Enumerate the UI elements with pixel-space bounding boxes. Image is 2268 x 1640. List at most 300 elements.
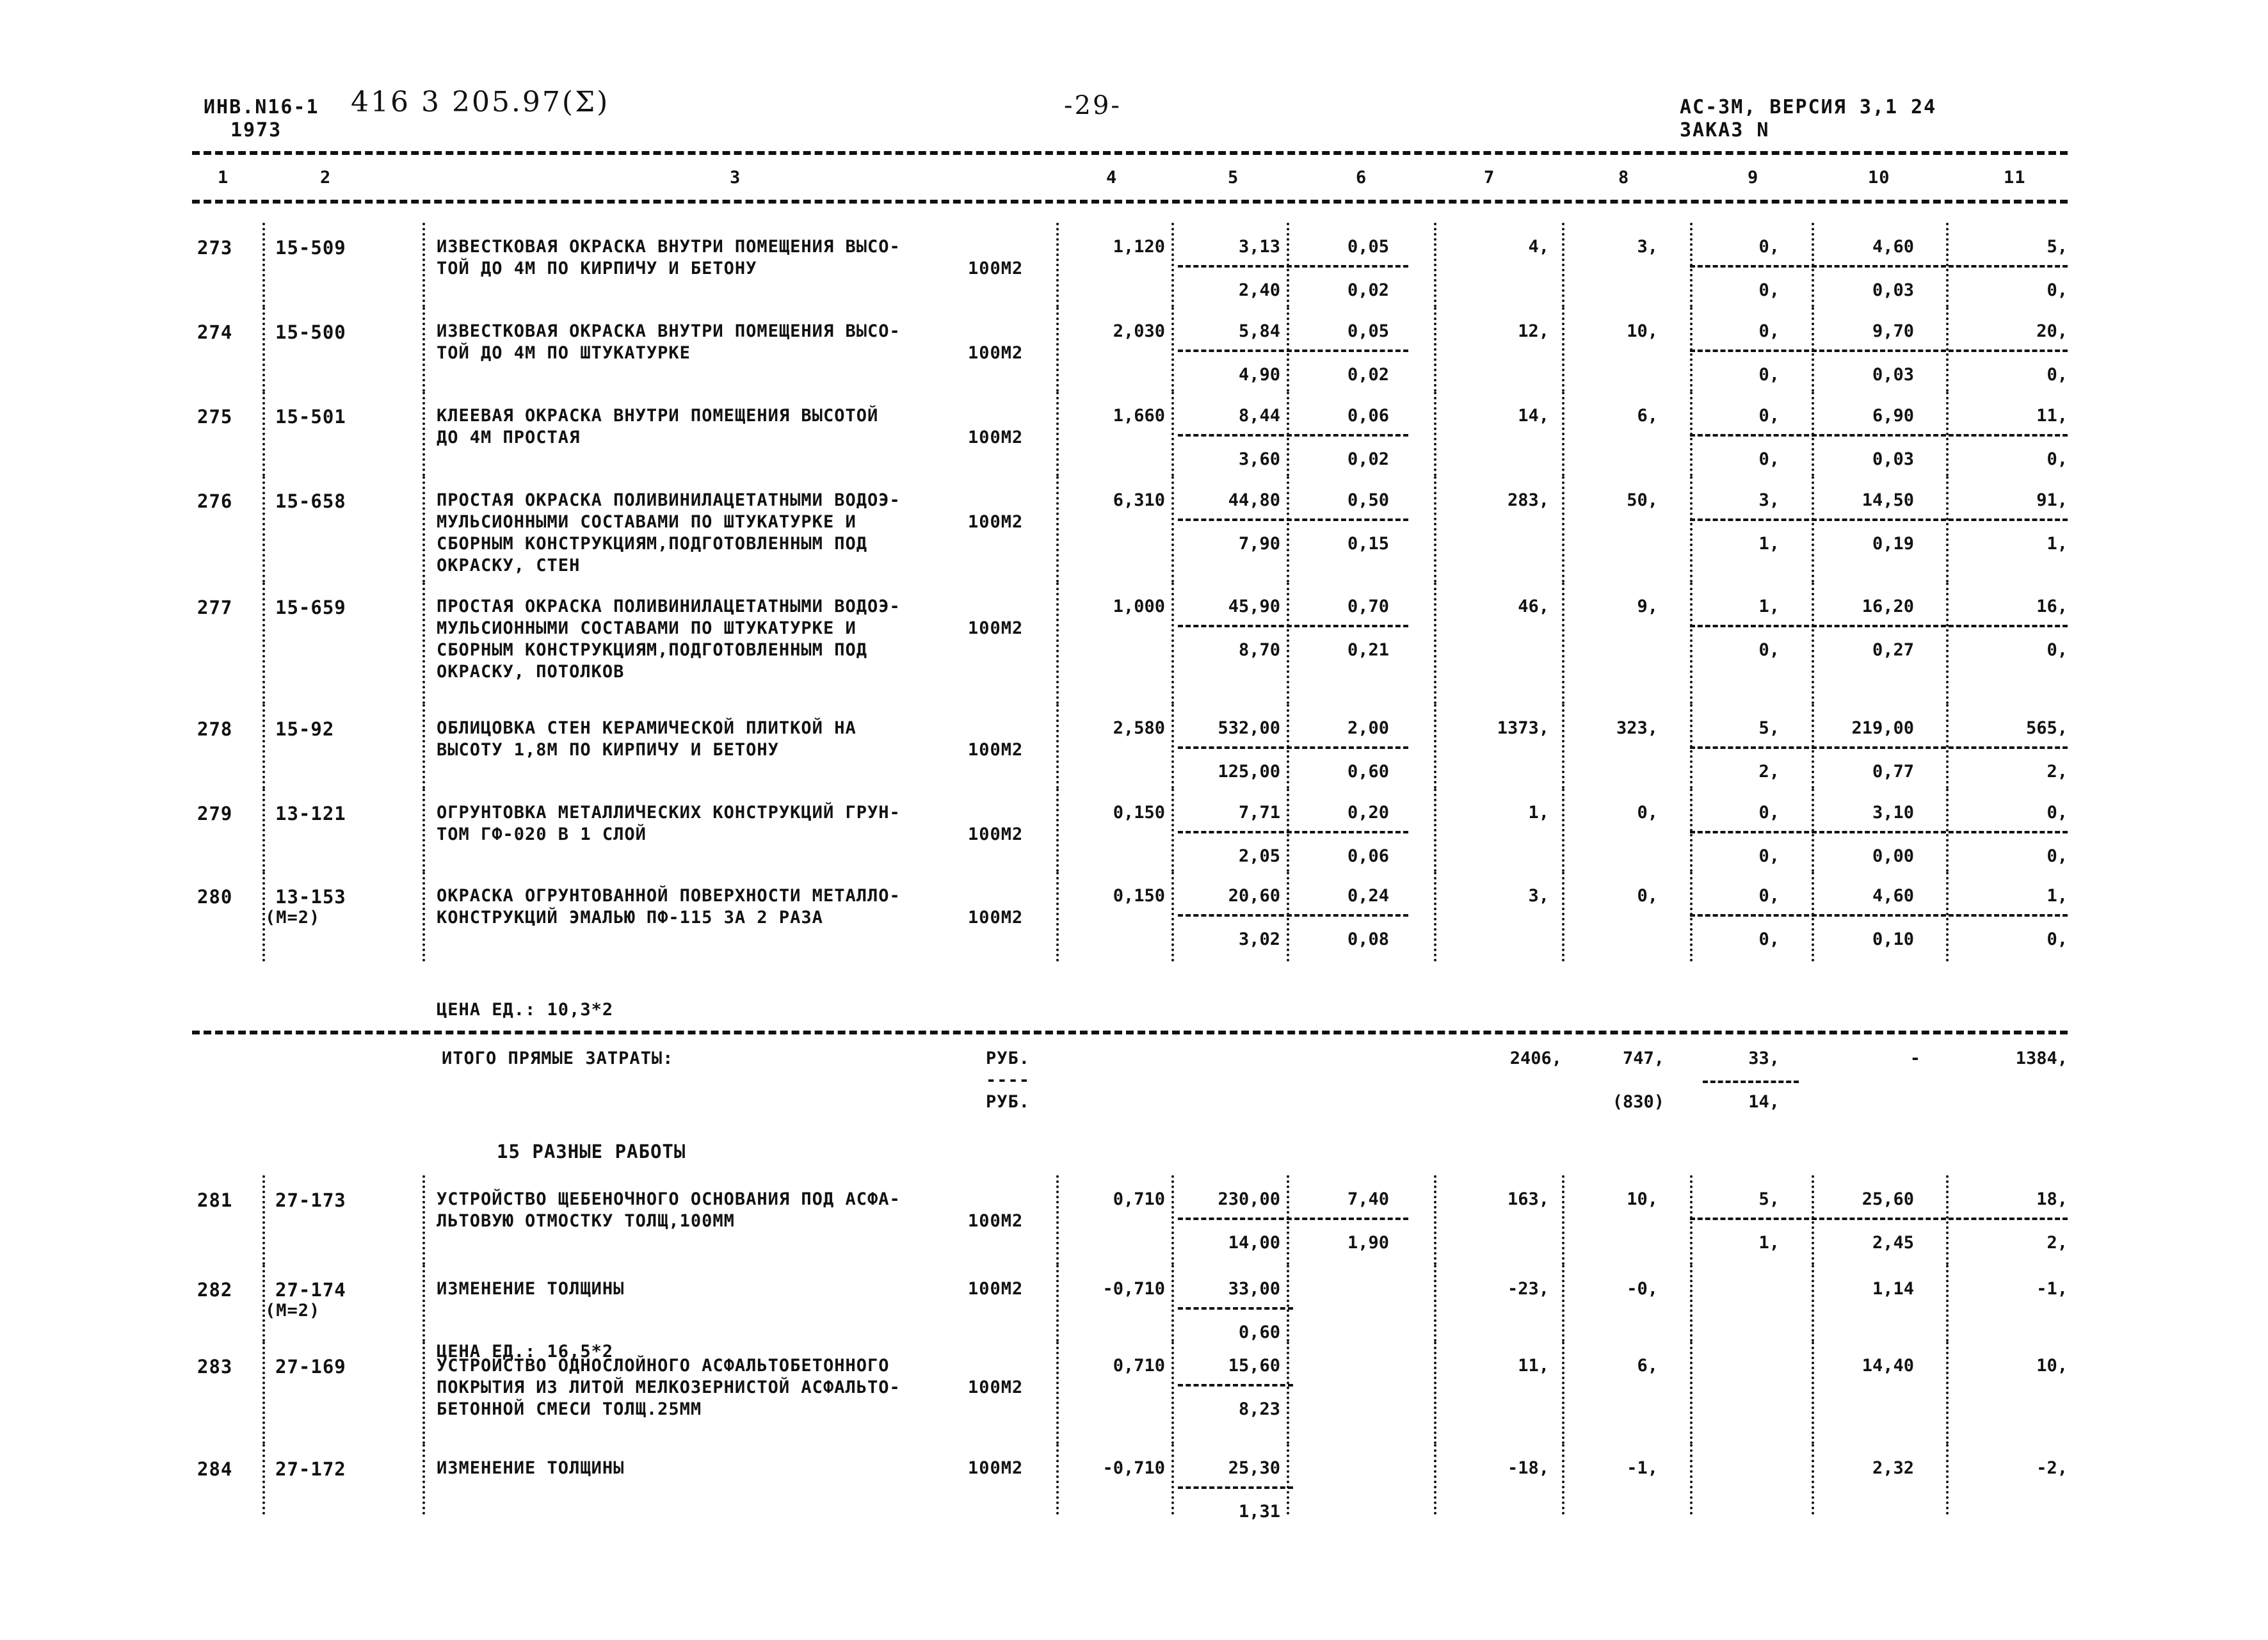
col7-value: 14, <box>1518 406 1549 426</box>
column-separator <box>422 476 428 583</box>
col7-value: 4, <box>1528 237 1549 257</box>
col9-value: 3, <box>1758 490 1780 510</box>
row-unit: 100М2 <box>968 259 1024 278</box>
col9-value: 0, <box>1758 886 1780 906</box>
col4-value: 2,580 <box>1113 718 1165 738</box>
row-code: 27-169 <box>275 1356 346 1378</box>
column-header-cell: 11 <box>2004 168 2026 188</box>
row-description-line: ИЗМЕНЕНИЕ ТОЛЩИНЫ <box>437 1458 625 1478</box>
row-unit: 100М2 <box>968 512 1024 532</box>
column-header-cell: 7 <box>1484 168 1495 188</box>
row-number: 276 <box>197 490 233 512</box>
col5-value: 33,00 <box>1228 1279 1280 1299</box>
col9-sub-value: 0, <box>1758 929 1780 949</box>
total-unit-2: РУБ. <box>986 1092 1031 1112</box>
order-label: ЗАКАЗ N <box>1680 119 1770 141</box>
column-separator <box>1056 307 1061 392</box>
column-separator <box>1690 1444 1695 1515</box>
col5-value: 15,60 <box>1228 1356 1280 1376</box>
row-code: 27-172 <box>275 1458 346 1480</box>
col5-sub-value: 7,90 <box>1238 534 1280 554</box>
row-code: 13-121 <box>275 803 346 824</box>
col7-value: -18, <box>1507 1458 1549 1478</box>
column-separator <box>422 307 428 392</box>
col4-value: 0,710 <box>1113 1189 1165 1209</box>
row-description-line: СБОРНЫМ КОНСТРУКЦИЯМ,ПОДГОТОВЛЕННЫМ ПОД <box>437 534 867 554</box>
col10-sub-value: 0,03 <box>1872 365 1914 385</box>
row-number: 283 <box>197 1356 233 1378</box>
column-separator <box>1946 1265 1951 1342</box>
col10-sub-value: 0,03 <box>1872 280 1914 300</box>
row-description-line: ТОМ ГФ-020 В 1 СЛОЙ <box>437 824 647 844</box>
col5-value: 8,44 <box>1238 406 1280 426</box>
row-code: 15-509 <box>275 237 346 259</box>
row-unit: 100М2 <box>968 1279 1024 1299</box>
column-separator <box>422 1444 428 1515</box>
column-separator <box>1562 1175 1567 1265</box>
col6-value: 0,20 <box>1347 803 1389 823</box>
row-unit: 100М2 <box>968 908 1024 928</box>
column-separator <box>1690 1342 1695 1444</box>
col10-value: 16,20 <box>1862 597 1914 616</box>
col6-value: 7,40 <box>1347 1189 1389 1209</box>
column-separator <box>1434 1175 1439 1265</box>
col5-sub-value: 1,31 <box>1238 1502 1280 1522</box>
col7-value: 1373, <box>1497 718 1549 738</box>
col8-value: -0, <box>1627 1279 1658 1299</box>
col6-sub-value: 0,02 <box>1347 280 1389 300</box>
col8-value: 9, <box>1637 597 1658 616</box>
col7-value: 1, <box>1528 803 1549 823</box>
price-note-2: ЦЕНА ЕД.: 16,5*2 <box>437 1342 614 1362</box>
col5-sub-value: 125,00 <box>1218 762 1280 782</box>
column-separator <box>1812 1265 1817 1342</box>
col6-value: 2,00 <box>1347 718 1389 738</box>
column-separator <box>1946 1444 1951 1515</box>
col6-sub-value: 0,08 <box>1347 929 1389 949</box>
column-separator <box>422 392 428 476</box>
col10-sub-value: 0,77 <box>1872 762 1914 782</box>
row-description-line: ВЫСОТУ 1,8М ПО КИРПИЧУ И БЕТОНУ <box>437 740 779 760</box>
col10-sub-value: 0,03 <box>1872 449 1914 469</box>
column-separator <box>1287 1342 1292 1444</box>
col10-value: 2,32 <box>1872 1458 1914 1478</box>
row-number: 282 <box>197 1279 233 1301</box>
col10-sub-value: 0,27 <box>1872 640 1914 660</box>
col5-sub-value: 14,00 <box>1228 1233 1280 1253</box>
row-description-line: ИЗМЕНЕНИЕ ТОЛЩИНЫ <box>437 1279 625 1299</box>
column-separator <box>1562 1265 1567 1342</box>
col5-sub-value: 2,05 <box>1238 846 1280 866</box>
col10-sub-value: 0,10 <box>1872 929 1914 949</box>
col5-sub-value: 2,40 <box>1238 280 1280 300</box>
col11-value: 16, <box>2036 597 2068 616</box>
col8-value: 10, <box>1627 321 1658 341</box>
handwritten-note: 416 3 205.97(Σ) <box>351 86 610 118</box>
row-code-2: (М=2) <box>265 1301 321 1321</box>
col6-sub-value: 1,90 <box>1347 1233 1389 1253</box>
col11-sub-value: 0, <box>2047 640 2068 660</box>
column-separator <box>1287 1265 1292 1342</box>
row-unit: 100М2 <box>968 740 1024 760</box>
row-description-line: СБОРНЫМ КОНСТРУКЦИЯМ,ПОДГОТОВЛЕННЫМ ПОД <box>437 640 867 660</box>
col9-value: 5, <box>1758 718 1780 738</box>
column-header-cell: 5 <box>1228 168 1239 188</box>
col11-sub-value: 2, <box>2047 762 2068 782</box>
sub-rule <box>1178 746 1408 749</box>
sub-rule <box>1178 434 1408 437</box>
column-separator <box>1056 1265 1061 1342</box>
row-description-line: ЛЬТОВУЮ ОТМОСТКУ ТОЛЩ,100ММ <box>437 1211 735 1231</box>
total-c9-rule <box>1703 1081 1799 1083</box>
col6-sub-value: 0,02 <box>1347 449 1389 469</box>
total-c10: - <box>1910 1049 1920 1068</box>
column-separator <box>422 872 428 961</box>
col6-value: 0,05 <box>1347 321 1389 341</box>
sub-rule <box>1690 350 2068 352</box>
col5-sub-value: 8,23 <box>1238 1399 1280 1419</box>
sub-rule <box>1178 265 1408 268</box>
column-separator <box>1434 392 1439 476</box>
column-separator <box>1287 1444 1292 1515</box>
col9-sub-value: 2, <box>1758 762 1780 782</box>
column-separator <box>422 1342 428 1444</box>
col6-value: 0,50 <box>1347 490 1389 510</box>
row-description-line: МУЛЬСИОННЫМИ СОСТАВАМИ ПО ШТУКАТУРКЕ И <box>437 512 857 532</box>
sub-rule <box>1690 434 2068 437</box>
col5-sub-value: 3,60 <box>1238 449 1280 469</box>
column-separator <box>1056 223 1061 307</box>
col5-value: 25,30 <box>1228 1458 1280 1478</box>
col11-value: 565, <box>2025 718 2068 738</box>
col9-value: 0, <box>1758 803 1780 823</box>
col11-value: 91, <box>2036 490 2068 510</box>
col11-sub-value: 1, <box>2047 534 2068 554</box>
col11-sub-value: 0, <box>2047 929 2068 949</box>
column-header-cell: 8 <box>1618 168 1630 188</box>
col8-value: 0, <box>1637 886 1658 906</box>
row-description-line: ПРОСТАЯ ОКРАСКА ПОЛИВИНИЛАЦЕТАТНЫМИ ВОДОЭ- <box>437 490 901 510</box>
sub-rule <box>1690 625 2068 627</box>
column-separator <box>1562 307 1567 392</box>
col8-value: 3, <box>1637 237 1658 257</box>
col11-value: 18, <box>2036 1189 2068 1209</box>
row-code: 13-153 <box>275 886 346 908</box>
col8-value: 6, <box>1637 406 1658 426</box>
col8-value: 6, <box>1637 1356 1658 1376</box>
col4-value: 6,310 <box>1113 490 1165 510</box>
column-separator <box>262 307 268 392</box>
col4-value: 1,660 <box>1113 406 1165 426</box>
column-separator <box>422 704 428 789</box>
col4-value: 0,150 <box>1113 886 1165 906</box>
row-description-line: ИЗВЕСТКОВАЯ ОКРАСКА ВНУТРИ ПОМЕЩЕНИЯ ВЫСО- <box>437 237 901 257</box>
row-unit: 100М2 <box>968 1458 1024 1478</box>
column-separator <box>1434 704 1439 789</box>
sub-rule <box>1690 746 2068 749</box>
col10-sub-value: 0,00 <box>1872 846 1914 866</box>
row-code: 27-173 <box>275 1189 346 1211</box>
col5-value: 44,80 <box>1228 490 1280 510</box>
column-separator <box>1562 392 1567 476</box>
row-code: 27-174 <box>275 1279 346 1301</box>
column-separator <box>1056 789 1061 872</box>
col10-value: 25,60 <box>1862 1189 1914 1209</box>
column-header-cell: 10 <box>1868 168 1890 188</box>
column-separator <box>1434 1444 1439 1515</box>
col6-sub-value: 0,21 <box>1347 640 1389 660</box>
column-separator <box>1562 1444 1567 1515</box>
column-header-cell: 4 <box>1106 168 1118 188</box>
col9-sub-value: 1, <box>1758 534 1780 554</box>
column-separator <box>262 1444 268 1515</box>
total-unit-dash: ---- <box>986 1070 1031 1090</box>
header-rule <box>192 200 2068 204</box>
sub-rule <box>1178 914 1408 917</box>
col10-value: 4,60 <box>1872 237 1914 257</box>
column-separator <box>262 704 268 789</box>
col5-value: 20,60 <box>1228 886 1280 906</box>
col4-value: -0,710 <box>1102 1458 1165 1478</box>
col6-sub-value: 0,02 <box>1347 365 1389 385</box>
col10-value: 9,70 <box>1872 321 1914 341</box>
sub-rule <box>1178 519 1408 521</box>
column-separator <box>1434 307 1439 392</box>
row-unit: 100М2 <box>968 343 1024 363</box>
sub-rule <box>1690 265 2068 268</box>
col5-value: 3,13 <box>1238 237 1280 257</box>
col9-sub-value: 0, <box>1758 449 1780 469</box>
col8-value: 50, <box>1627 490 1658 510</box>
col4-value: 1,120 <box>1113 237 1165 257</box>
col6-sub-value: 0,15 <box>1347 534 1389 554</box>
row-description-line: УСТРОЙСТВО ОДНОСЛОЙНОГО АСФАЛЬТОБЕТОННОГО <box>437 1356 890 1376</box>
col11-value: 0, <box>2047 803 2068 823</box>
column-separator <box>1562 872 1567 961</box>
col7-value: 283, <box>1507 490 1549 510</box>
total-c9: 33, <box>1748 1049 1780 1068</box>
col11-sub-value: 0, <box>2047 846 2068 866</box>
col7-value: 11, <box>1518 1356 1549 1376</box>
col8-value: 10, <box>1627 1189 1658 1209</box>
col10-sub-value: 2,45 <box>1872 1233 1914 1253</box>
col7-value: 12, <box>1518 321 1549 341</box>
col9-value: 0, <box>1758 406 1780 426</box>
row-number: 281 <box>197 1189 233 1211</box>
row-number: 278 <box>197 718 233 740</box>
column-separator <box>422 1175 428 1265</box>
col4-value: 0,710 <box>1113 1356 1165 1376</box>
row-code-2: (М=2) <box>265 908 321 928</box>
col6-value: 0,24 <box>1347 886 1389 906</box>
col7-value: -23, <box>1507 1279 1549 1299</box>
row-description-line: ТОЙ ДО 4М ПО ШТУКАТУРКЕ <box>437 343 691 363</box>
column-separator <box>1562 223 1567 307</box>
section-title: 15 РАЗНЫЕ РАБОТЫ <box>497 1141 686 1162</box>
column-header-cell: 1 <box>218 168 229 188</box>
col9-sub-value: 0, <box>1758 846 1780 866</box>
row-description-line: ОКРАСКУ, СТЕН <box>437 556 581 575</box>
row-description-line: ОГРУНТОВКА МЕТАЛЛИЧЕСКИХ КОНСТРУКЦИЙ ГРУН- <box>437 803 901 823</box>
col5-sub-value: 0,60 <box>1238 1322 1280 1342</box>
column-separator <box>262 1342 268 1444</box>
column-separator <box>262 392 268 476</box>
column-separator <box>1812 1444 1817 1515</box>
row-description-line: МУЛЬСИОННЫМИ СОСТАВАМИ ПО ШТУКАТУРКЕ И <box>437 618 857 638</box>
row-code: 15-501 <box>275 406 346 428</box>
column-separator <box>1434 223 1439 307</box>
col11-value: -2, <box>2036 1458 2068 1478</box>
col11-value: 5, <box>2047 237 2068 257</box>
sub-rule <box>1178 1218 1408 1220</box>
row-description-line: ОБЛИЦОВКА СТЕН КЕРАМИЧЕСКОЙ ПЛИТКОЙ НА <box>437 718 857 738</box>
column-header-cell: 3 <box>730 168 741 188</box>
column-separator <box>262 583 268 704</box>
row-unit: 100М2 <box>968 618 1024 638</box>
col10-value: 1,14 <box>1872 1279 1914 1299</box>
row-description-line: БЕТОННОЙ СМЕСИ ТОЛЩ.25ММ <box>437 1399 702 1419</box>
col10-value: 14,50 <box>1862 490 1914 510</box>
total-label: ИТОГО ПРЯМЫЕ ЗАТРАТЫ: <box>442 1049 674 1068</box>
column-header-cell: 9 <box>1748 168 1759 188</box>
column-separator <box>422 583 428 704</box>
column-separator <box>1056 872 1061 961</box>
page-number: -29- <box>1064 91 1122 120</box>
column-separator <box>1056 704 1061 789</box>
col10-value: 4,60 <box>1872 886 1914 906</box>
col6-sub-value: 0,06 <box>1347 846 1389 866</box>
col5-value: 7,71 <box>1238 803 1280 823</box>
row-code: 15-92 <box>275 718 335 740</box>
col11-sub-value: 0, <box>2047 449 2068 469</box>
total-c8b: (830) <box>1612 1092 1664 1112</box>
row-code: 15-658 <box>275 490 346 512</box>
column-separator <box>1056 1175 1061 1265</box>
col7-value: 46, <box>1518 597 1549 616</box>
column-separator <box>1056 392 1061 476</box>
col5-value: 5,84 <box>1238 321 1280 341</box>
total-rule <box>192 1031 2068 1034</box>
col8-value: -1, <box>1627 1458 1658 1478</box>
column-separator <box>422 223 428 307</box>
col11-value: 1, <box>2047 886 2068 906</box>
col7-value: 163, <box>1507 1189 1549 1209</box>
row-description-line: КЛЕЕВАЯ ОКРАСКА ВНУТРИ ПОМЕЩЕНИЯ ВЫСОТОЙ <box>437 406 879 426</box>
row-description-line: ОКРАСКУ, ПОТОЛКОВ <box>437 662 625 682</box>
column-separator <box>1434 1265 1439 1342</box>
col5-sub-value: 3,02 <box>1238 929 1280 949</box>
col11-sub-value: 2, <box>2047 1233 2068 1253</box>
col9-sub-value: 1, <box>1758 1233 1780 1253</box>
col9-sub-value: 0, <box>1758 365 1780 385</box>
col6-value: 0,05 <box>1347 237 1389 257</box>
col11-value: -1, <box>2036 1279 2068 1299</box>
sub-rule <box>1178 1307 1293 1310</box>
row-description-line: УСТРОЙСТВО ЩЕБЕНОЧНОГО ОСНОВАНИЯ ПОД АСФА- <box>437 1189 901 1209</box>
top-rule <box>192 151 2068 155</box>
col6-sub-value: 0,60 <box>1347 762 1389 782</box>
row-number: 277 <box>197 597 233 618</box>
row-description-line: ОКРАСКА ОГРУНТОВАННОЙ ПОВЕРХНОСТИ МЕТАЛЛО- <box>437 886 901 906</box>
row-description-line: ИЗВЕСТКОВАЯ ОКРАСКА ВНУТРИ ПОМЕЩЕНИЯ ВЫСО- <box>437 321 901 341</box>
row-description-line: ДО 4М ПРОСТАЯ <box>437 428 581 447</box>
col4-value: -0,710 <box>1102 1279 1165 1299</box>
col10-value: 219,00 <box>1851 718 1914 738</box>
col10-value: 14,40 <box>1862 1356 1914 1376</box>
row-description-line: ТОЙ ДО 4М ПО КИРПИЧУ И БЕТОНУ <box>437 259 757 278</box>
col6-value: 0,06 <box>1347 406 1389 426</box>
sub-rule <box>1690 519 2068 521</box>
row-unit: 100М2 <box>968 1378 1024 1397</box>
row-number: 284 <box>197 1458 233 1480</box>
col10-value: 3,10 <box>1872 803 1914 823</box>
sub-rule <box>1178 350 1408 352</box>
col5-sub-value: 8,70 <box>1238 640 1280 660</box>
col9-value: 1, <box>1758 597 1780 616</box>
version-label: АС-3М, ВЕРСИЯ 3,1 24 <box>1680 96 1937 118</box>
col11-value: 10, <box>2036 1356 2068 1376</box>
col5-value: 230,00 <box>1218 1189 1280 1209</box>
sub-rule <box>1690 1218 2068 1220</box>
col10-sub-value: 0,19 <box>1872 534 1914 554</box>
row-unit: 100М2 <box>968 1211 1024 1231</box>
total-unit: РУБ. <box>986 1049 1031 1068</box>
row-number: 274 <box>197 321 233 343</box>
column-header-cell: 6 <box>1356 168 1367 188</box>
total-c8: 747, <box>1622 1049 1664 1068</box>
col5-value: 532,00 <box>1218 718 1280 738</box>
col5-sub-value: 4,90 <box>1238 365 1280 385</box>
price-note-1: ЦЕНА ЕД.: 10,3*2 <box>437 1000 614 1020</box>
row-code: 15-659 <box>275 597 346 618</box>
col7-value: 3, <box>1528 886 1549 906</box>
row-code: 15-500 <box>275 321 346 343</box>
row-unit: 100М2 <box>968 824 1024 844</box>
row-number: 275 <box>197 406 233 428</box>
column-separator <box>1562 789 1567 872</box>
col11-value: 20, <box>2036 321 2068 341</box>
year: 1973 <box>230 119 282 141</box>
inventory-number: ИНВ.N16-1 <box>204 96 319 118</box>
col11-value: 11, <box>2036 406 2068 426</box>
row-number: 279 <box>197 803 233 824</box>
column-separator <box>262 476 268 583</box>
total-c9b: 14, <box>1748 1092 1780 1112</box>
col9-sub-value: 0, <box>1758 640 1780 660</box>
row-number: 280 <box>197 886 233 908</box>
col4-value: 1,000 <box>1113 597 1165 616</box>
col5-value: 45,90 <box>1228 597 1280 616</box>
sub-rule <box>1178 1486 1293 1489</box>
col8-value: 0, <box>1637 803 1658 823</box>
total-c11: 1384, <box>2015 1049 2068 1068</box>
col6-value: 0,70 <box>1347 597 1389 616</box>
sub-rule <box>1178 831 1408 833</box>
column-separator <box>262 1175 268 1265</box>
sub-rule <box>1690 831 2068 833</box>
col9-sub-value: 0, <box>1758 280 1780 300</box>
column-separator <box>1562 704 1567 789</box>
column-separator <box>262 789 268 872</box>
col11-sub-value: 0, <box>2047 280 2068 300</box>
column-separator <box>1690 1265 1695 1342</box>
column-separator <box>1056 1444 1061 1515</box>
column-separator <box>262 223 268 307</box>
col9-value: 0, <box>1758 321 1780 341</box>
sub-rule <box>1178 1384 1293 1387</box>
col10-value: 6,90 <box>1872 406 1914 426</box>
row-description-line: ПОКРЫТИЯ ИЗ ЛИТОЙ МЕЛКОЗЕРНИСТОЙ АСФАЛЬТО- <box>437 1378 901 1397</box>
